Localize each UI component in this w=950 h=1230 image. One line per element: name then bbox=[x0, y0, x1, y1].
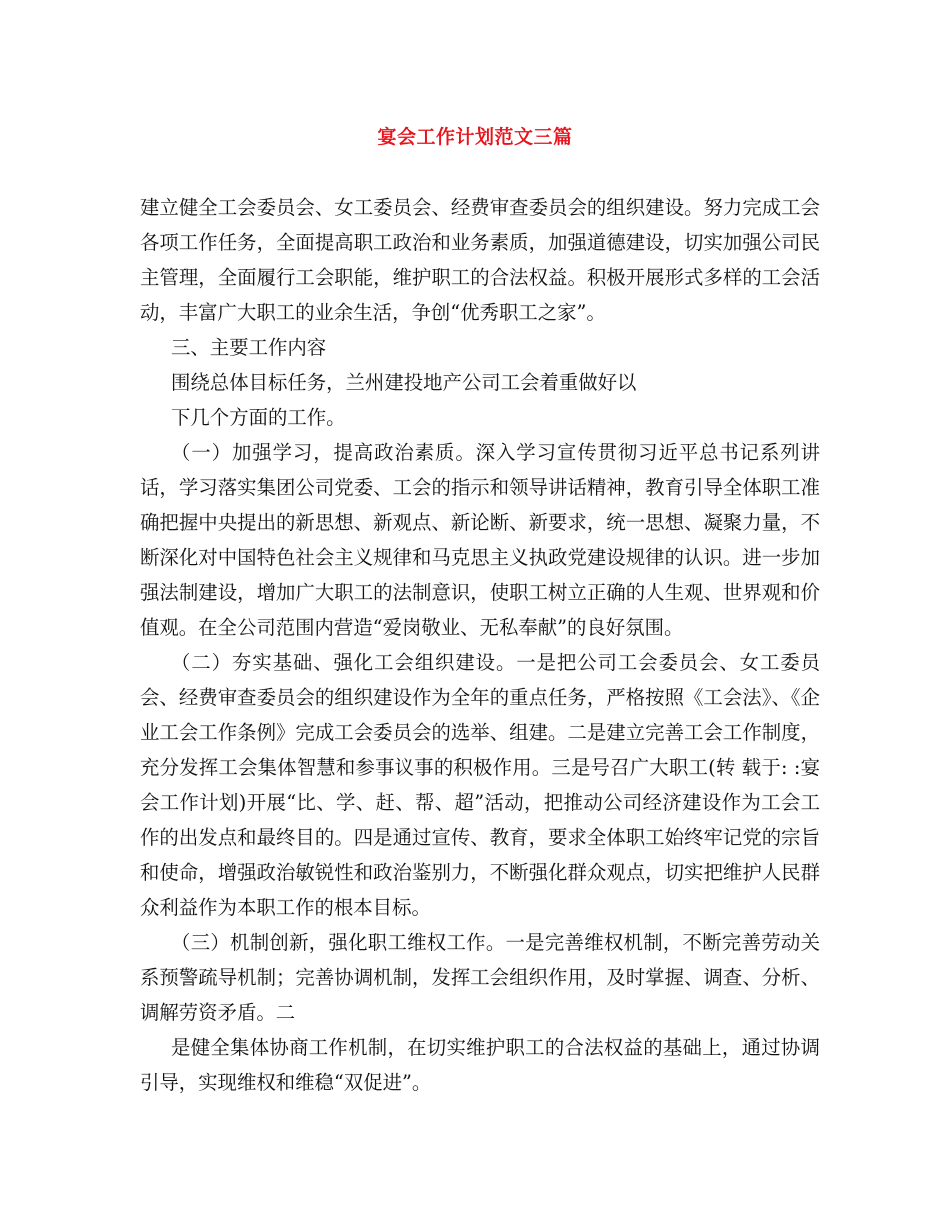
paragraph: （三）机制创新，强化职工维权工作。一是完善维权机制，不断完善劳动关系预警疏导机制；完善协调机制，发挥工会组织作用，及时掌握、调查、分析、调解劳资矛盾。二 bbox=[140, 931, 820, 1024]
section-heading: 三、主要工作内容 bbox=[171, 336, 327, 359]
paragraph: （一）加强学习，提高政治素质。深入学习宣传贯彻习近平总书记系列讲话，学习落实集团公司党委、工会的指示和领导讲话精神，教育引导全体职工准确把握中央提出的新思想、新观点、新论断、新要求，统一思想、凝聚力量，不断深化对中国特色社会主义规律和马克思主义执政党建设规律的认识。进一步加强法制建设，增加广大职工的法制意识，使职工树立正确的人生观、世界观和价值观。在全公司范围内营造“爱岗敬业、无私奉献”的良好氛围。 bbox=[140, 441, 820, 639]
paragraph: 围绕总体目标任务，兰州建投地产公司工会着重做好以 bbox=[171, 371, 637, 394]
paragraph: （二）夯实基础、强化工会组织建设。一是把公司工会委员会、女工委员会、经费审查委员会的组织建设作为全年的重点任务，严格按照《工会法》、《企业工会工作条例》完成工会委员会的选举、组建。二是建立完善工会工作制度，充分发挥工会集体智慧和参事议事的积极作用。三是号召广大职工(转 载于: :宴会工作计划)开展“比、学、赶、帮、超”活动，把推动公司经济建设作为工会工作的出发点和最终目的。四是通过宣传、教育，要求全体职工始终牢记党的宗旨和使命，增强政治敏锐性和政治鉴别力，不断强化群众观点，切实把维护人民群众利益作为本职工作的根本目标。 bbox=[140, 651, 820, 919]
paragraph: 是健全集体协商工作机制，在切实维护职工的合法权益的基础上，通过协调引导，实现维权和维稳“双促进”。 bbox=[140, 1036, 820, 1094]
paragraph: 下几个方面的工作。 bbox=[171, 406, 346, 429]
paragraph: 建立健全工会委员会、女工委员会、经费审查委员会的组织建设。努力完成工会各项工作任务，全面提高职工政治和业务素质，加强道德建设，切实加强公司民主管理，全面履行工会职能，维护职工的合法权益。积极开展形式多样的工会活动，丰富广大职工的业余生活，争创“优秀职工之家”。 bbox=[140, 196, 820, 324]
document-title: 宴会工作计划范文三篇 bbox=[377, 126, 573, 148]
document-body bbox=[140, 190, 820, 1100]
